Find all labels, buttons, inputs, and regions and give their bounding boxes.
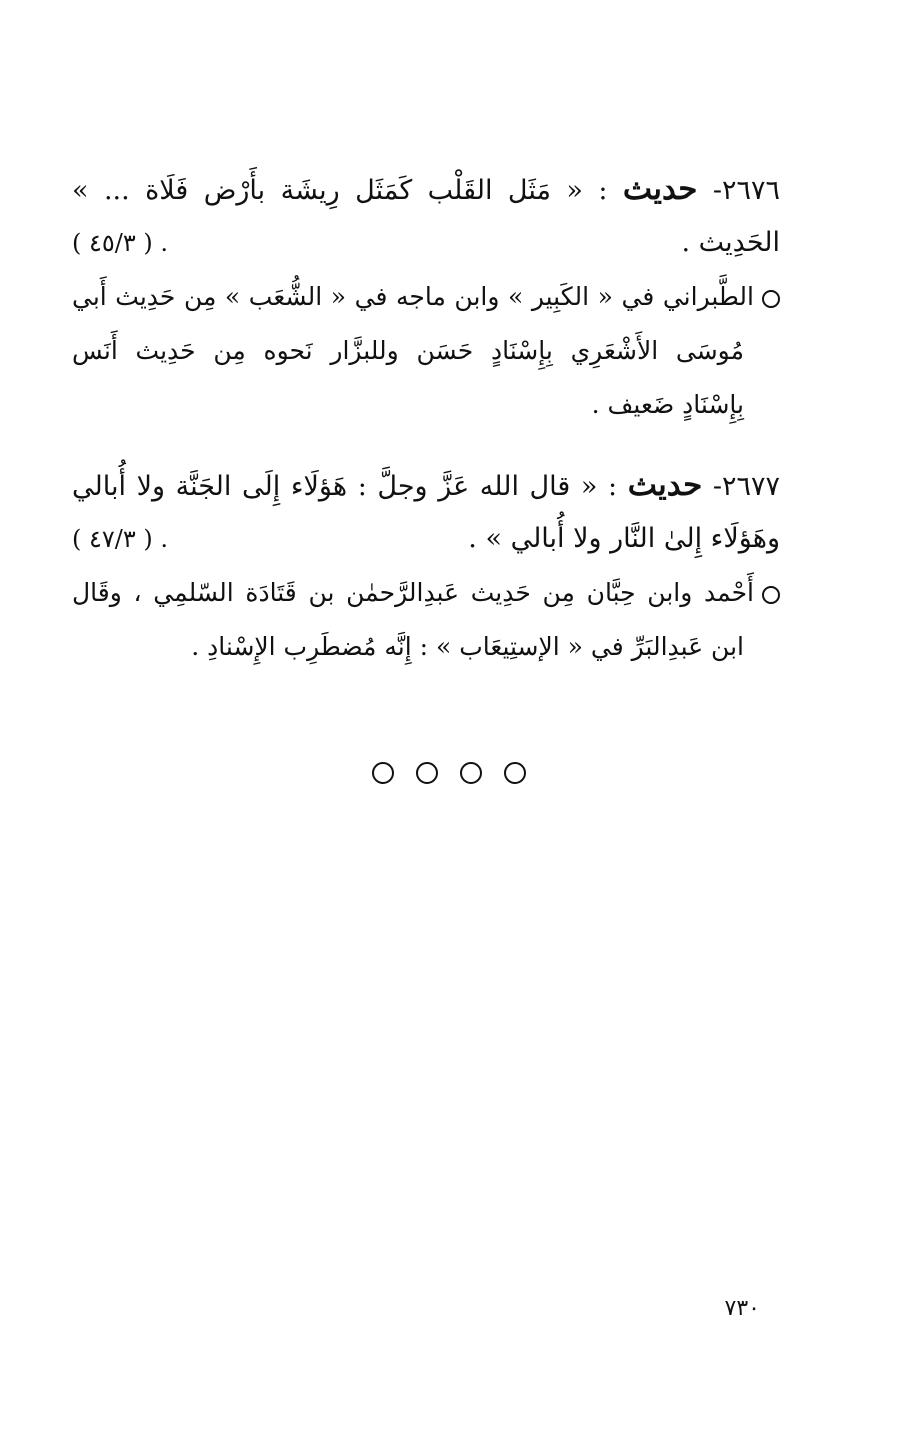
entry-line-2 <box>72 512 780 566</box>
circle-icon <box>460 762 482 784</box>
hadith-entry-2676 <box>72 162 780 432</box>
entry-number: ٢٦٧٧- <box>712 471 780 502</box>
hadith-text: وهَؤلَاء إِلىٰ النَّار ولا أُبالي » . <box>468 523 780 554</box>
entry-line-2 <box>72 216 780 270</box>
hadith-text: : « مَثَل القَلْب كَمَثَل رِيشَة بأَرْض فَلَاة ... » <box>72 175 608 206</box>
note-line <box>72 566 780 620</box>
note-line <box>72 620 780 674</box>
hadith-text: الحَدِيث . <box>681 227 780 258</box>
takhrij-note <box>72 270 780 324</box>
note-text: أَحْمد وابن حِبَّان مِن حَدِيث عَبدِالرَّحمٰن بن قَتَادَة السّلمِي ، وقَال <box>72 578 754 607</box>
volume-page-reference: ( ٤٧/٣ ) . <box>72 525 169 553</box>
hadith-keyword: حديث <box>622 171 698 207</box>
hadith-keyword: حديث <box>627 467 703 503</box>
note-text: بِإِسْنَادٍ ضَعيف . <box>591 390 744 419</box>
circle-icon <box>372 762 394 784</box>
note-line <box>72 324 780 378</box>
note-text: ابن عَبدِالبَرِّ في « الإستِيعَاب » : إِنَّه مُضطَرِب الإِسْنادِ . <box>191 632 744 661</box>
circle-bullet-icon <box>762 586 780 604</box>
hadith-entry-2677 <box>72 458 780 674</box>
entry-line-1 <box>72 458 780 512</box>
note-text: مُوسَى الأَشْعَرِي بِإِسْنَادٍ حَسَن وللبزَّار نَحوه مِن حَدِيث أَنَس <box>72 336 744 365</box>
takhrij-note <box>72 566 780 620</box>
entry-heading <box>72 458 780 514</box>
circle-icon <box>504 762 526 784</box>
entry-line-1 <box>72 162 780 216</box>
section-divider <box>0 762 897 788</box>
circle-icon <box>416 762 438 784</box>
hadith-text: : « قال الله عَزَّ وجلَّ : هَؤلَاء إِلَى الجَنَّة ولا أُبالي <box>72 471 618 502</box>
note-line <box>72 270 780 324</box>
volume-page-reference: ( ٤٥/٣ ) . <box>72 229 169 257</box>
entry-number: ٢٦٧٦- <box>712 175 780 206</box>
page-number: ٧٣٠ <box>724 1296 760 1321</box>
entry-heading <box>72 162 780 218</box>
circle-bullet-icon <box>762 290 780 308</box>
note-line <box>72 378 780 432</box>
note-text: الطَّبراني في « الكَبِير » وابن ماجه في « الشُّعَب » مِن حَدِيث أَبي <box>72 282 754 311</box>
